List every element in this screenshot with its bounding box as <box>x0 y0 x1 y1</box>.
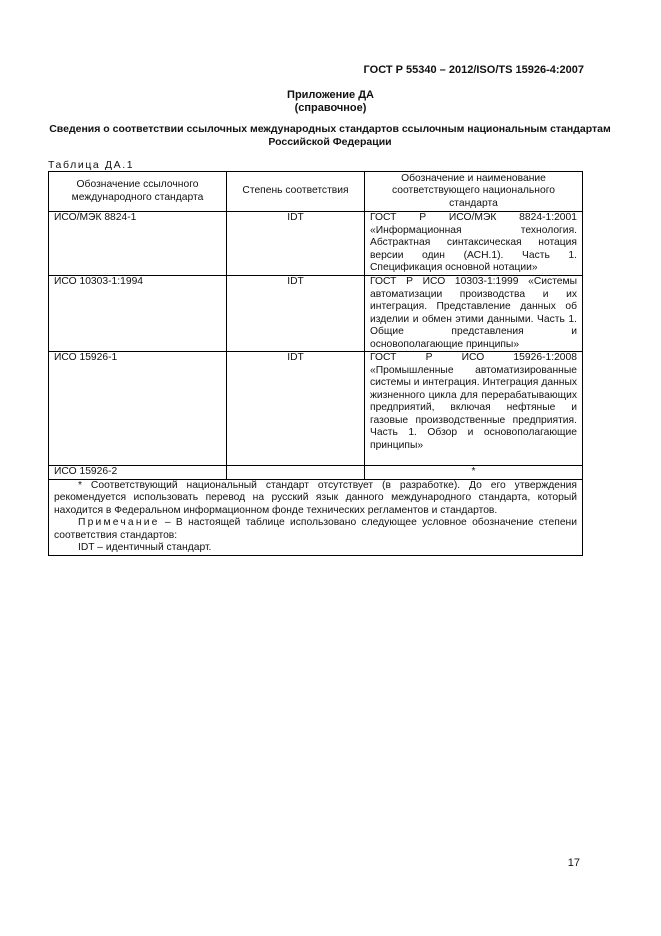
table-footnote-cell <box>49 479 583 555</box>
table-note <box>54 517 577 542</box>
cell-degree: IDT <box>227 352 365 466</box>
cell-reference: ИСО 10303-1:1994 <box>49 276 227 352</box>
cell-reference: ИСО 15926-1 <box>49 352 227 466</box>
table-header-row <box>49 172 583 212</box>
cell-reference: ИСО 15926-2 <box>49 466 227 480</box>
cell-national: ГОСТ Р ИСО 15926-1:2008 «Промышленные автоматизированные системы и интеграция. Интеграция данных жизненного цикла для перерабатывающих предприятий, включая нефтяные и газовые производственные предприятия. Часть 1. Обзор и основополагающие принципы» <box>365 352 583 466</box>
appendix-title: Приложение ДА <box>287 89 374 101</box>
table-caption: Таблица ДА.1 <box>48 159 135 171</box>
correspondence-table <box>48 171 583 556</box>
cell-degree: IDT <box>227 212 365 276</box>
table-footnote-row <box>49 479 583 555</box>
footnote-text: * Соответствующий национальный стандарт отсутствует (в разработке). До его утверждения рекомендуется использовать перевод на русский язык данного международного стандарта, который находится в Федеральном информационном фонде технических регламентов и стандартов. <box>54 479 577 516</box>
column-header-degree: Степень соответствия <box>227 172 365 212</box>
page-number: 17 <box>567 857 580 869</box>
table-row <box>49 352 583 466</box>
cell-reference: ИСО/МЭК 8824-1 <box>49 212 227 276</box>
document-standard-number: ГОСТ Р 55340 – 2012/ISO/TS 15926-4:2007 <box>363 64 584 76</box>
cell-degree <box>227 466 365 480</box>
appendix-title-block <box>0 89 661 114</box>
column-header-reference: Обозначение ссылочного международного стандарта <box>49 172 227 212</box>
cell-national: * <box>365 466 583 480</box>
table-row <box>49 212 583 276</box>
column-header-national: Обозначение и наименование соответствующего национального стандарта <box>365 172 583 212</box>
table-row <box>49 276 583 352</box>
note-label: Примечание <box>78 517 160 528</box>
cell-national: ГОСТ Р ИСО 10303-1:1999 «Системы автоматизации производства и их интеграция. Представление данных об изделии и обмен этими данными. Часть 1. Общие представления и основополагающие принципы» <box>365 276 583 352</box>
appendix-subtitle: (справочное) <box>294 101 367 114</box>
appendix-heading: Сведения о соответствии ссылочных международных стандартов ссылочным национальным стандартам Российской Федерации <box>49 123 611 148</box>
legend-text: IDT – идентичный стандарт. <box>78 542 212 553</box>
cell-national: ГОСТ Р ИСО/МЭК 8824-1:2001 «Информационная технология. Абстрактная синтаксическая нотация версии один (АСН.1). Часть 1. Спецификация основной нотации» <box>365 212 583 276</box>
cell-degree: IDT <box>227 276 365 352</box>
note-text: – В настоящей таблице использовано следующее условное обозначение степени соответствия стандартов: <box>54 517 577 541</box>
table-row <box>49 466 583 480</box>
